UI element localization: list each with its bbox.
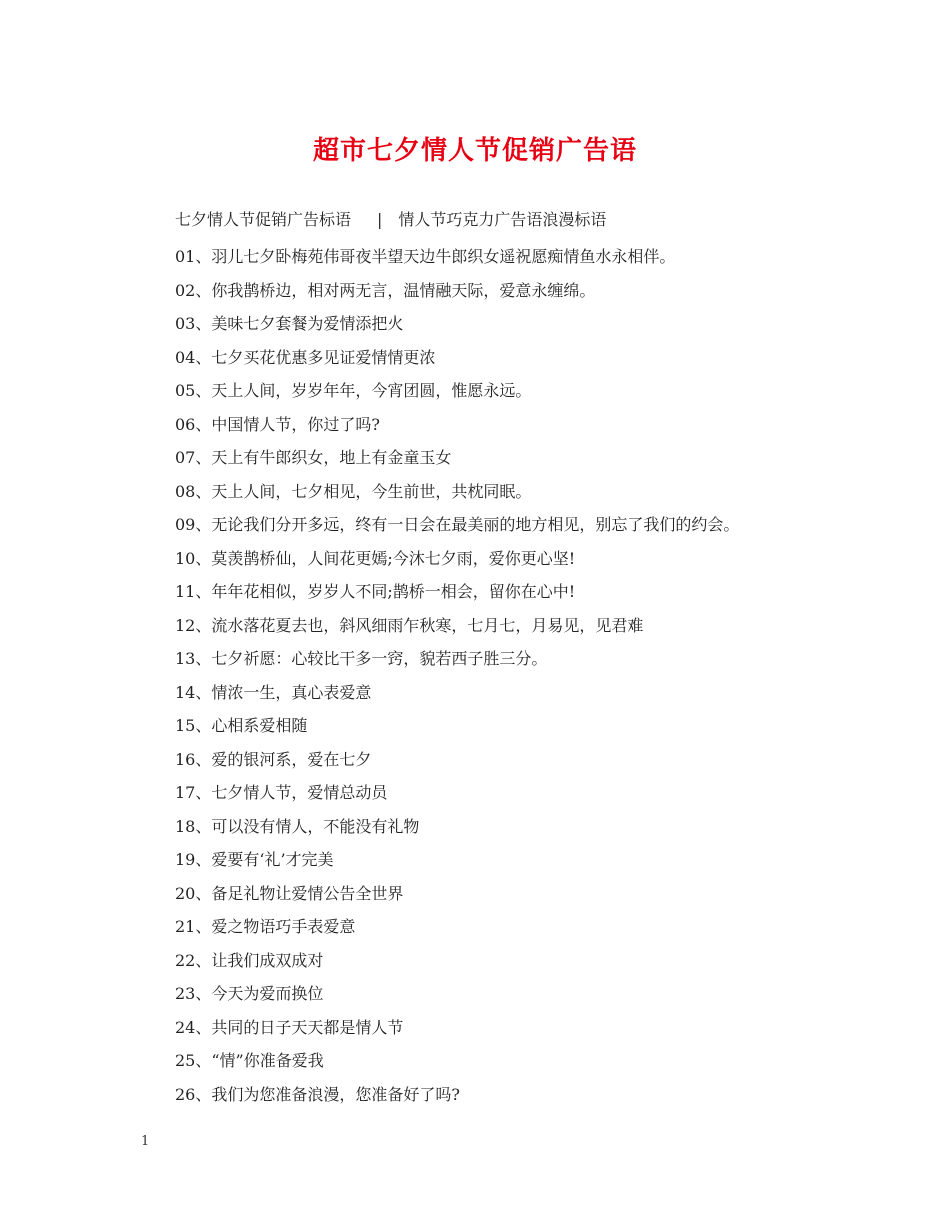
subtitle-line — [175, 207, 606, 230]
subtitle-left: 七夕情人节促销广告标语 — [175, 210, 352, 229]
list-item: 21、爱之物语巧手表爱意 — [175, 917, 356, 936]
list-item: 08、天上人间，七夕相见，今生前世，共枕同眠。 — [175, 481, 532, 501]
list-item: 13、七夕祈愿：心较比干多一窍，貌若西子胜三分。 — [175, 649, 548, 668]
list-item: 17、七夕情人节，爱情总动员 — [175, 783, 388, 802]
list-item: 25、“情”你准备爱我 — [175, 1051, 324, 1070]
list-item: 19、爱要有‘礼’才完美 — [175, 850, 334, 869]
list-item: 26、我们为您准备浪漫，您准备好了吗? — [175, 1084, 460, 1104]
list-item: 12、流水落花夏去也，斜风细雨乍秋寒，七月七，月易见，见君难 — [175, 615, 644, 635]
list-item: 22、让我们成双成对 — [175, 950, 324, 970]
list-item: 01、羽儿七夕卧梅苑伟哥夜半望天边牛郎织女遥祝愿痴情鱼水永相伴。 — [175, 247, 676, 266]
document-title: 超市七夕情人节促销广告语 — [312, 136, 637, 166]
list-item: 06、中国情人节，你过了吗? — [175, 414, 380, 434]
list-item: 18、可以没有情人，不能没有礼物 — [175, 816, 420, 836]
list-item: 02、你我鹊桥边，相对两无言，温情融天际，爱意永缠绵。 — [175, 280, 596, 300]
page-number: 1 — [141, 1134, 150, 1149]
list-item: 03、美味七夕套餐为爱情添把火 — [175, 314, 404, 333]
list-item: 16、爱的银河系，爱在七夕 — [175, 749, 372, 769]
list-item: 07、天上有牛郎织女，地上有金童玉女 — [175, 448, 452, 467]
subtitle-separator: | — [377, 210, 383, 229]
list-item: 11、年年花相似，岁岁人不同;鹊桥一相会，留你在心中! — [175, 582, 576, 601]
list-item: 04、七夕买花优惠多见证爱情情更浓 — [175, 347, 436, 367]
list-item: 14、情浓一生，真心表爱意 — [175, 682, 372, 702]
list-item: 05、天上人间，岁岁年年，今宵团圆，惟愿永远。 — [175, 381, 532, 400]
list-item: 10、莫羡鹊桥仙，人间花更嫣;今沐七夕雨，爱你更心坚! — [175, 548, 576, 568]
list-item: 15、心相系爱相随 — [175, 716, 308, 735]
slogan-list — [175, 240, 739, 1111]
list-item: 23、今天为爱而换位 — [175, 984, 324, 1003]
list-item: 20、备足礼物让爱情公告全世界 — [175, 883, 404, 903]
list-item: 24、共同的日子天天都是情人节 — [175, 1017, 404, 1037]
list-item: 09、无论我们分开多远，终有一日会在最美丽的地方相见，别忘了我们的约会。 — [175, 515, 740, 534]
subtitle-right: 情人节巧克力广告语浪漫标语 — [398, 210, 607, 229]
